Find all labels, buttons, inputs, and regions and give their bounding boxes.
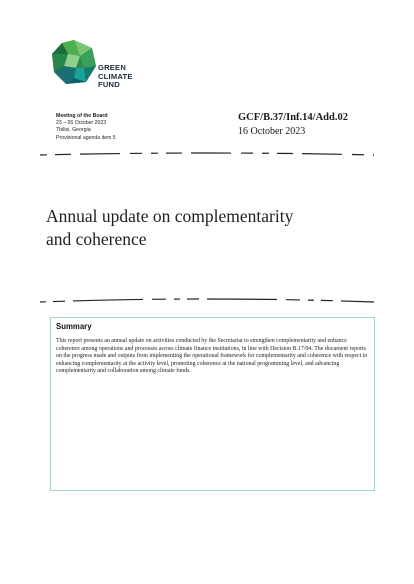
divider-rule-top — [0, 150, 414, 158]
summary-body: This report presents an annual update on activities conducted by the Secretariat to strengthen complementarity and enhance coherence among operations and processes across climate finance institutions, in line with Decision B.17/04. The document reports on the progress made and outputs from implementing the operational framework for complementarity and coherence with respect to enhancing complementarity at the activity level, promoting coherence at the national programming level, and advancing complementarity and collaboration among climate funds. — [56, 338, 368, 375]
meeting-dates: 23 – 26 October 2023 — [56, 120, 107, 127]
page-title: Annual update on complementarity and coherence — [46, 206, 294, 249]
document-number: GCF/B.37/Inf.14/Add.02 — [238, 112, 348, 123]
meeting-title: Meeting of the Board — [56, 113, 108, 119]
org-wordmark: GREEN CLIMATE FUND — [98, 63, 133, 90]
meeting-info — [56, 113, 116, 142]
gcf-globe-icon — [50, 38, 98, 86]
meeting-agenda: Provisional agenda item 5 — [56, 134, 116, 141]
gcf-logo — [50, 38, 170, 100]
summary-heading: Summary — [56, 322, 92, 331]
meeting-location: Tbilisi, Georgia — [56, 127, 91, 134]
document-date: 16 October 2023 — [238, 126, 306, 137]
summary-box — [50, 317, 375, 491]
divider-rule-bottom — [0, 296, 414, 304]
